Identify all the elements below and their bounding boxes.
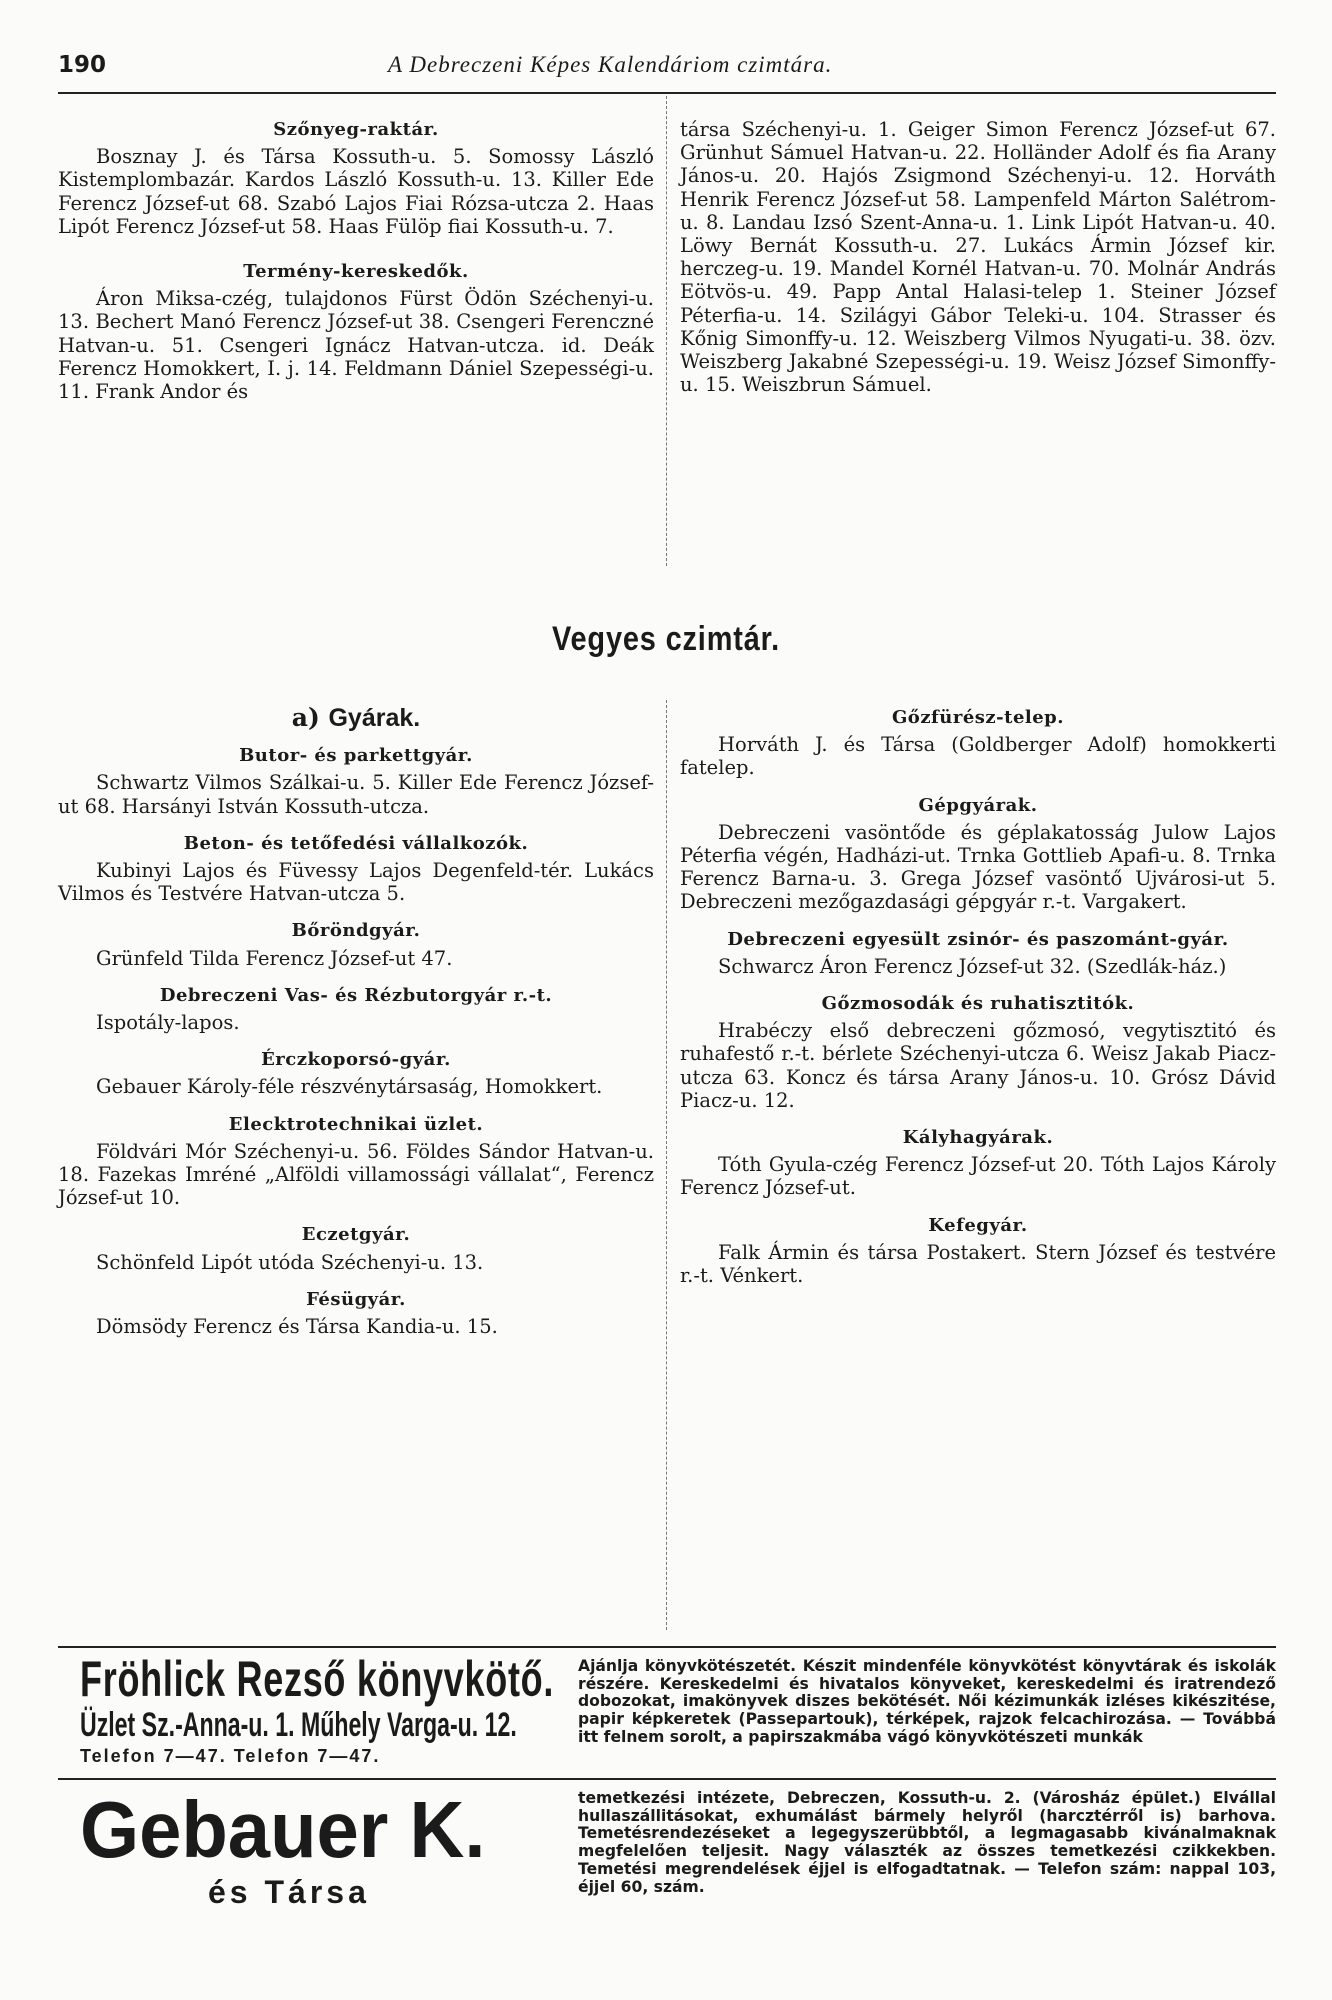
bookbinder-name: Fröhlick Rezső könyvkötő. — [80, 1651, 555, 1707]
section-heading: Kefegyár. — [928, 1214, 1028, 1236]
undertaker-ad — [58, 1785, 1276, 1910]
section-heading: Beton- és tetőfedési vállalkozók. — [183, 832, 529, 854]
section-text: Gebauer Károly-féle részvénytársaság, Homokkert. — [96, 1075, 603, 1099]
bottom-right-column — [680, 706, 1276, 1287]
section-heading: Kályhagyárak. — [902, 1127, 1054, 1149]
subsection-title — [58, 703, 654, 732]
section-heading: Fésügyár. — [306, 1288, 406, 1310]
top-right-column — [680, 118, 1276, 396]
subsection-prefix: a) — [291, 703, 329, 732]
section-text: Ispotály-lapos. — [96, 1011, 240, 1035]
section-text: Schwarcz Áron Ferencz József-ut 32. (Szedlák-ház.) — [718, 954, 1227, 978]
undertaker-name: Gebauer K. — [80, 1785, 486, 1874]
section-heading: Bőröndgyár. — [291, 920, 421, 942]
section-text: Grünfeld Tilda Ferencz József-ut 47. — [96, 946, 453, 970]
section-heading: Érczkoporsó-gyár. — [261, 1049, 451, 1071]
section-text: Áron Miksa-czég, tulajdonos Fürst Ödön Széchenyi-u. 13. Bechert Manó Ferencz József-ut 38. Csengeri Ferenczné Hatvan-u. 51. Csengeri Ignácz Hatvan-utcza. id. Deák Ferencz Homokkert, I. j. 14. Feldmann Dániel Szepességi-u. 11. Frank Andor és — [58, 287, 654, 404]
section-text: Schwartz Vilmos Szálkai-u. 5. Killer Ede Ferencz József-ut 68. Harsányi István Kossuth-utcza. — [58, 771, 654, 818]
section-text: Dömsödy Ferencz és Társa Kandia-u. 15. — [96, 1315, 498, 1339]
section-text: Schönfeld Lipót utóda Széchenyi-u. 13. — [96, 1250, 484, 1274]
section-text: Hrabéczy első debreczeni gőzmosó, vegytisztitó és ruhafestő r.-t. bérlete Széchenyi-utcza 6. Weisz Jakab Piacz-utcza 63. Koncz és társa Arany János-u. 10. Grósz Dávid Piacz-u. 12. — [680, 1019, 1276, 1112]
section-text: társa Széchenyi-u. 1. Geiger Simon Ferencz József-ut 67. Grünhut Sámuel Hatvan-u. 22. Holländer Adolf és fia Arany János-u. 20. Hajós Zsigmond Széchenyi-u. 12. Horváth Henrik Ferencz József-ut 58. Lampenfeld Márton Salétrom-u. 8. Landau Izsó Szent-Anna-u. 1. Link Lipót Hatvan-u. 40. Löwy Bernát Kossuth-u. 27. Lukács Ármin József kir. herczeg-u. 19. Mandel Kornél Hatvan-u. 70. Molnár András Eötvös-u. 49. Papp Antal Halasi-telep 1. Steiner József Péterfia-u. 14. Szilágyi Gábor Teleki-u. 104. Strasser és Kőnig Simonffy-u. 12. Weiszberg Vilmos Nyugati-u. 38. özv. Weiszberg Jakabné Szepességi-u. 19. Weisz József Simonffy-u. 15. Weiszbrun Sámuel. — [680, 118, 1276, 397]
section-text: Földvári Mór Széchenyi-u. 56. Földes Sándor Hatvan-u. 18. Fazekas Imréné „Alföldi villamossági vállalat“, Ferencz József-ut 10. — [58, 1139, 654, 1210]
section-heading: Szőnyeg-raktár. — [273, 119, 439, 140]
subsection-label: Gyárak. — [328, 704, 421, 732]
section-text: Tóth Gyula-czég Ferencz József-ut 20. Tóth Lajos Károly Ferencz József-ut. — [680, 1153, 1276, 1200]
section-text: Kubinyi Lajos és Füvessy Lajos Degenfeld-tér. Lukács Vilmos és Testvére Hatvan-utcza 5. — [58, 859, 654, 906]
section-text: Debreczeni vasöntőde és géplakatosság Julow Lajos Péterfia végén, Hadházi-ut. Trnka Gottlieb Apafi-u. 8. Trnka Ferencz Barna-u. 3. Grega József vasöntő Ujvárosi-ut 5. Debreczeni mezőgazdasági gépgyár r.-t. Vargakert. — [680, 820, 1276, 914]
column-divider — [666, 700, 667, 1630]
bookbinder-ad — [58, 1651, 1276, 1766]
section-heading: Gépgyárak. — [918, 794, 1038, 816]
bookbinder-address: Üzlet Sz.-Anna-u. 1. Műhely Varga-u. 12. — [80, 1706, 517, 1744]
running-title: A Debreczeni Képes Kalendáriom czimtára. — [388, 52, 833, 77]
section-text: Bosznay J. és Társa Kossuth-u. 5. Somossy László Kistemplombazár. Kardos László Kossuth-u. 13. Killer Ede Ferencz József-ut 68. Szabó Lajos Fiai Rózsa-utcza 2. Haas Lipót Ferencz József-ut 58. Haas Fülöp fiai Kossuth-u. 7. — [58, 145, 654, 238]
column-divider — [666, 96, 667, 566]
page-number: 190 — [58, 52, 107, 78]
section-heading: Butor- és parkettgyár. — [239, 745, 473, 767]
section-text: Falk Ármin és társa Postakert. Stern József és testvére r.-t. Vénkert. — [680, 1240, 1276, 1288]
page-header — [58, 52, 1276, 94]
section-text: Horváth J. és Társa (Goldberger Adolf) homokkerti fatelep. — [680, 733, 1276, 780]
section-title: Vegyes czimtár. — [551, 620, 781, 658]
section-heading: Elecktrotechnikai üzlet. — [228, 1113, 484, 1135]
section-heading: Debreczeni Vas- és Rézbutorgyár r.-t. — [159, 984, 553, 1006]
section-heading: Eczetgyár. — [301, 1224, 411, 1246]
section-heading: Gőzfürész-telep. — [891, 707, 1065, 728]
section-heading: Termény-kereskedők. — [243, 261, 469, 283]
ad-divider — [58, 1778, 1276, 1780]
bookbinder-phones: Telefon 7—47. Telefon 7—47. — [80, 1746, 381, 1766]
undertaker-ad-text: temetkezési intézete, Debreczen, Kossuth-u. 2. (Városház épület.) Elvállal hullaszállitásokat, exhumálást bármely helyről (harcztérről is) barhova. Temetésrendezéseket a legegyszerübbtől, a legmagasabb kivánalmaknak megfelelően teljesit. Nagy választék az összes temetkezési czikkekben. Temetési megrendelések éjjel is elfogadtatnak. — Telefon szám: nappal 103, éjjel 60, szám. — [578, 1789, 1276, 1896]
ad-divider — [58, 1646, 1276, 1648]
bookbinder-ad-text: Ajánlja könyvkötészetét. Készit mindenféle könyvkötést könyvtárak és iskolák részére. Kereskedelmi és hivatalos könyveket, kereskedelmi és iratrendező dobozokat, imakönyvek diszes bekötését. Női kézimunkák izléses kikészitése, papir képkeretek (Passepartouk), térképek, rajzok felcachirozása. — Továbbá itt felnem sorolt, a papirszakmába vágó könyvkötészeti munkák — [578, 1657, 1276, 1746]
section-heading: Debreczeni egyesült zsinór- és paszománt-gyár. — [727, 928, 1229, 950]
undertaker-subname: és Társa — [208, 1874, 370, 1910]
bottom-left-column — [58, 703, 654, 1339]
section-heading: Gőzmosodák és ruhatisztitók. — [821, 993, 1135, 1015]
top-left-column — [58, 118, 654, 403]
